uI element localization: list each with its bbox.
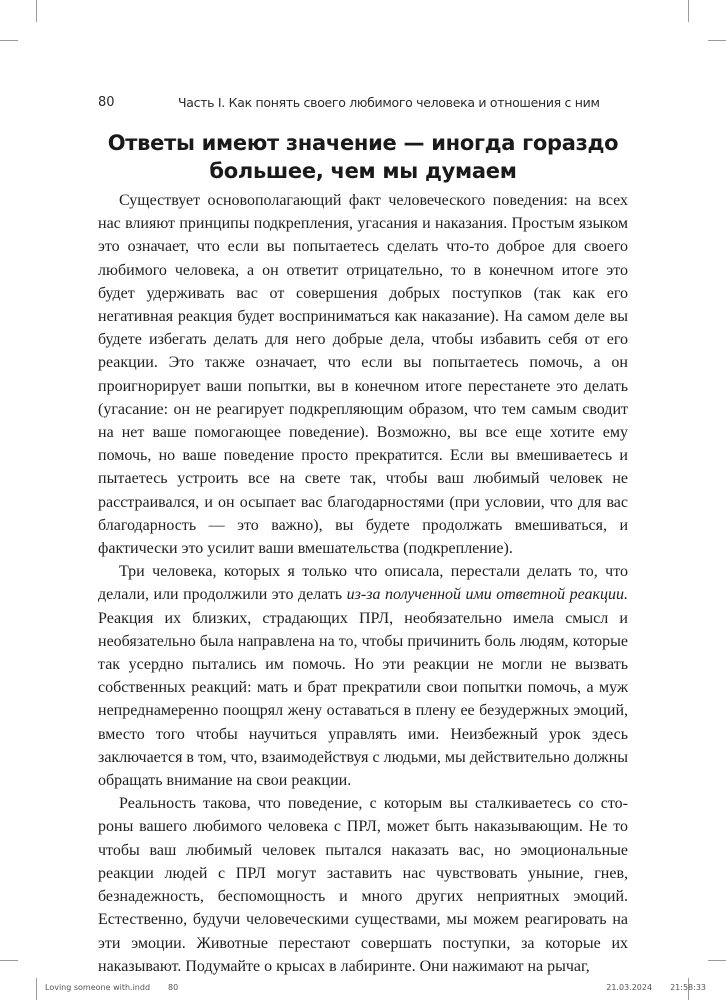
paragraph-2 xyxy=(98,560,628,792)
paragraph-2-emphasis: из-за полученной ими ответной реакции. xyxy=(346,586,629,604)
crop-mark-bottom-right-h xyxy=(708,960,726,961)
footer-timestamp xyxy=(606,983,706,992)
footer-file-name: Loving someone with.indd xyxy=(45,983,151,992)
footer-page: 80 xyxy=(168,983,179,992)
crop-mark-top-left-h xyxy=(0,40,18,41)
page-number: 80 xyxy=(98,95,115,110)
footer-file-slug xyxy=(45,983,178,992)
footer-time: 21:58:33 xyxy=(670,983,706,992)
paragraph-2-start: Три человека, которых я только что описала, перестали делать то, что делали, или продолжили это делать xyxy=(98,563,628,604)
body-text xyxy=(98,189,628,978)
section-heading: Ответы имеют значение — иногда гораздо большее, чем мы думаем xyxy=(107,131,619,183)
crop-mark-bottom-left xyxy=(36,978,37,1000)
crop-mark-bottom-left-h xyxy=(0,960,18,961)
paragraph-3: Реальность такова, что поведение, с которым вы сталкиваетесь со стороны вашего любимого человека с ПРЛ, может быть наказывающим. Не то чтобы ваш любимый человек пытался наказать вас, но эмоциональные реакции людей с ПРЛ могут заставить нас чувствовать уныние, гнев, безнадежность, беспомощность и много других неприятных эмоций. Естественно, будучи человеческими существами, мы можем реагировать на эти эмоции. Животные перестают совершать поступки, за которые их наказывают. Подумайте о крысах в лабиринте. Они нажимают на рычаг, xyxy=(98,795,628,975)
crop-mark-top-left xyxy=(36,0,37,22)
running-header-title: Часть I. Как понять своего любимого человека и отношения с ним xyxy=(178,95,600,110)
paragraph-2-end: Реакция их близких, страдающих ПРЛ, необязательно имела смысл и необязательно была направлена на то, чтобы причинить боль людям, которые так усердно пытались им помочь. Но эти реакции не могли не вызвать собственных реакций: мать и брат прекратили свои попытки помочь, а муж непреднамеренно поощрял жену оставаться в плену ее безудержных эмоций, вместо того чтобы научиться управлять ими. Неизбежный урок здесь заключается в том, что, взаимодействуя с людьми, мы действительно должны обращать внимание на свои реакции. xyxy=(98,609,628,790)
paragraph-1: Существует основополагающий факт человеческого поведения: на всех нас влияют принципы подкрепления, угасания и наказания. Простым языком это означает, что если вы попытаетесь сделать что-то доброе для своего любимого человека, а он ответит отрицательно, то в конечном итоге это будет удерживать вас от совершения добрых поступков (так как его негативная реакция будет восприниматься как наказание). На самом деле вы будете избегать делать для него добрые дела, чтобы избавить себя от его реакции. Это также означает, что если вы попытаетесь помочь, а он проигнорирует ваши попытки, вы в конечном итоге перестанете это делать (угасание: он не реагирует подкрепляющим образом, что тем самым сводит на нет ваше помогающее поведение). Возможно, вы все еще хотите ему помочь, но ваше поведение просто прекратится. Если вы вмешиваетесь и пытаетесь устроить все на свете так, чтобы ваш любимый человек не расстраивался, и он осыпает вас благодарностями (при условии, что для вас благодарность — это важно), вы будете продолжать вмешиваться, и фактически это усилит ваши вмешательства (подкрепление). xyxy=(98,192,628,558)
crop-mark-top-right xyxy=(688,0,689,22)
crop-mark-top-right-h xyxy=(708,40,726,41)
footer-date: 21.03.2024 xyxy=(606,983,653,992)
